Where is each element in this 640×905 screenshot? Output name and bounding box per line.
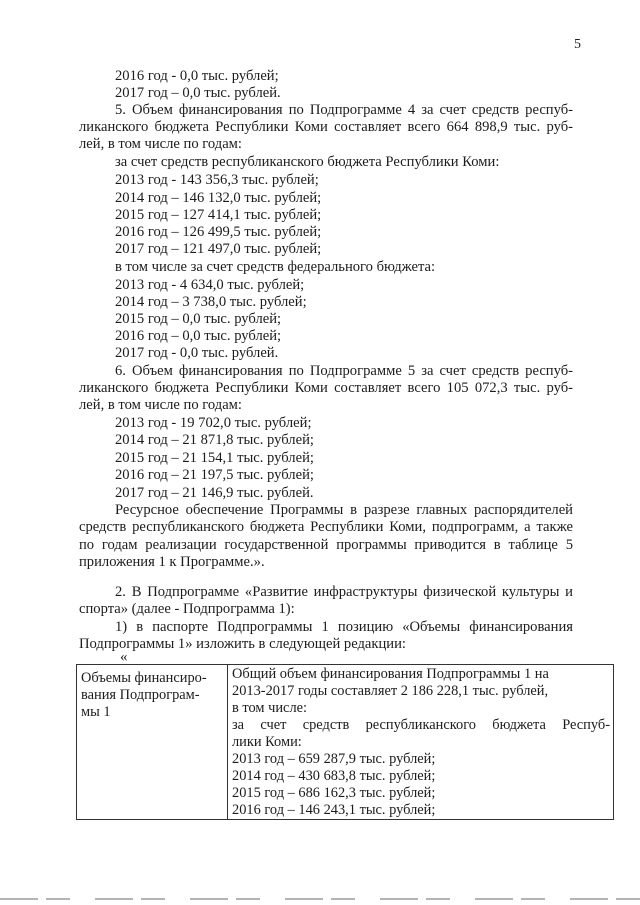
text-line: средств республиканского бюджета Республики Коми, подпрограмм, а также: [79, 519, 573, 535]
text-line: 2015 год – 0,0 тыс. рублей;: [115, 311, 282, 327]
text-line: 5. Объем финансирования по Подпрограмме 4 за счет средств респуб-: [115, 102, 573, 118]
text-line: 2014 год – 21 871,8 тыс. рублей;: [115, 432, 314, 448]
text-line: 2017 год – 21 146,9 тыс. рублей.: [115, 485, 314, 501]
content-line: 2015 год – 686 162,3 тыс. рублей;: [232, 785, 436, 801]
text-line: Ресурсное обеспечение Программы в разрезе главных распорядителей: [115, 502, 573, 518]
text-line: приложения 1 к Программе.».: [79, 554, 265, 570]
text-line: 6. Объем финансирования по Подпрограмме 5 за счет средств респуб-: [115, 363, 573, 379]
opening-quote: «: [120, 649, 128, 665]
table-cell-content: [228, 665, 614, 820]
text-line: 2017 год – 121 497,0 тыс. рублей;: [115, 241, 322, 257]
text-line: 2015 год – 127 414,1 тыс. рублей;: [115, 207, 322, 223]
text-line: 2016 год - 0,0 тыс. рублей;: [115, 68, 279, 84]
text-line: Подпрограммы 1» изложить в следующей редакции:: [79, 636, 406, 652]
text-line: ликанского бюджета Республики Коми составляет всего 105 072,3 тыс. руб-: [79, 380, 573, 396]
text-line: 2. В Подпрограмме «Развитие инфраструктуры физической культуры и: [115, 584, 573, 600]
text-line: лей, в том числе по годам:: [79, 397, 242, 413]
text-line: в том числе за счет средств федерального бюджета:: [115, 259, 436, 275]
label-line: вания Подпрограм-: [81, 687, 200, 703]
scan-edge-marks: [0, 898, 640, 900]
table-row: [77, 665, 614, 820]
text-line: 2016 год – 21 197,5 тыс. рублей;: [115, 467, 314, 483]
text-line: лей, в том числе по годам:: [79, 136, 242, 152]
financing-table: [76, 664, 614, 820]
text-line: 2015 год – 21 154,1 тыс. рублей;: [115, 450, 314, 466]
text-line: спорта» (далее - Подпрограмма 1):: [79, 601, 295, 617]
text-line: 2016 год – 0,0 тыс. рублей;: [115, 328, 282, 344]
content-line: 2014 год – 430 683,8 тыс. рублей;: [232, 768, 436, 784]
text-line: 1) в паспорте Подпрограммы 1 позицию «Объемы финансирования: [115, 619, 573, 635]
content-line: 2016 год – 146 243,1 тыс. рублей;: [232, 802, 436, 818]
content-line: 2013 год – 659 287,9 тыс. рублей;: [232, 751, 436, 767]
content-line: лики Коми:: [232, 734, 302, 750]
content-line: Общий объем финансирования Подпрограммы 1 на: [232, 666, 549, 682]
text-line: 2013 год - 143 356,3 тыс. рублей;: [115, 172, 319, 188]
text-line: 2014 год – 146 132,0 тыс. рублей;: [115, 190, 322, 206]
text-line: за счет средств республиканского бюджета Республики Коми:: [115, 154, 500, 170]
content-line: 2013-2017 годы составляет 2 186 228,1 тыс. рублей,: [232, 683, 549, 699]
table-cell-label: [77, 665, 228, 820]
text-line: 2013 год - 4 634,0 тыс. рублей;: [115, 277, 305, 293]
text-line: 2014 год – 3 738,0 тыс. рублей;: [115, 294, 307, 310]
text-line: 2016 год – 126 499,5 тыс. рублей;: [115, 224, 322, 240]
label-line: Объемы финансиро-: [81, 670, 207, 686]
text-line: 2013 год - 19 702,0 тыс. рублей;: [115, 415, 312, 431]
content-line: за счет средств республиканского бюджета Респуб-: [232, 717, 610, 733]
page-number: 5: [574, 37, 581, 52]
text-line: 2017 год - 0,0 тыс. рублей.: [115, 345, 279, 361]
text-line: ликанского бюджета Республики Коми составляет всего 664 898,9 тыс. руб-: [79, 119, 573, 135]
content-line: в том числе:: [232, 700, 308, 716]
text-line: по годам реализации государственной программы приводится в таблице 5: [79, 537, 573, 553]
label-line: мы 1: [81, 704, 111, 720]
text-line: 2017 год – 0,0 тыс. рублей.: [115, 85, 281, 101]
